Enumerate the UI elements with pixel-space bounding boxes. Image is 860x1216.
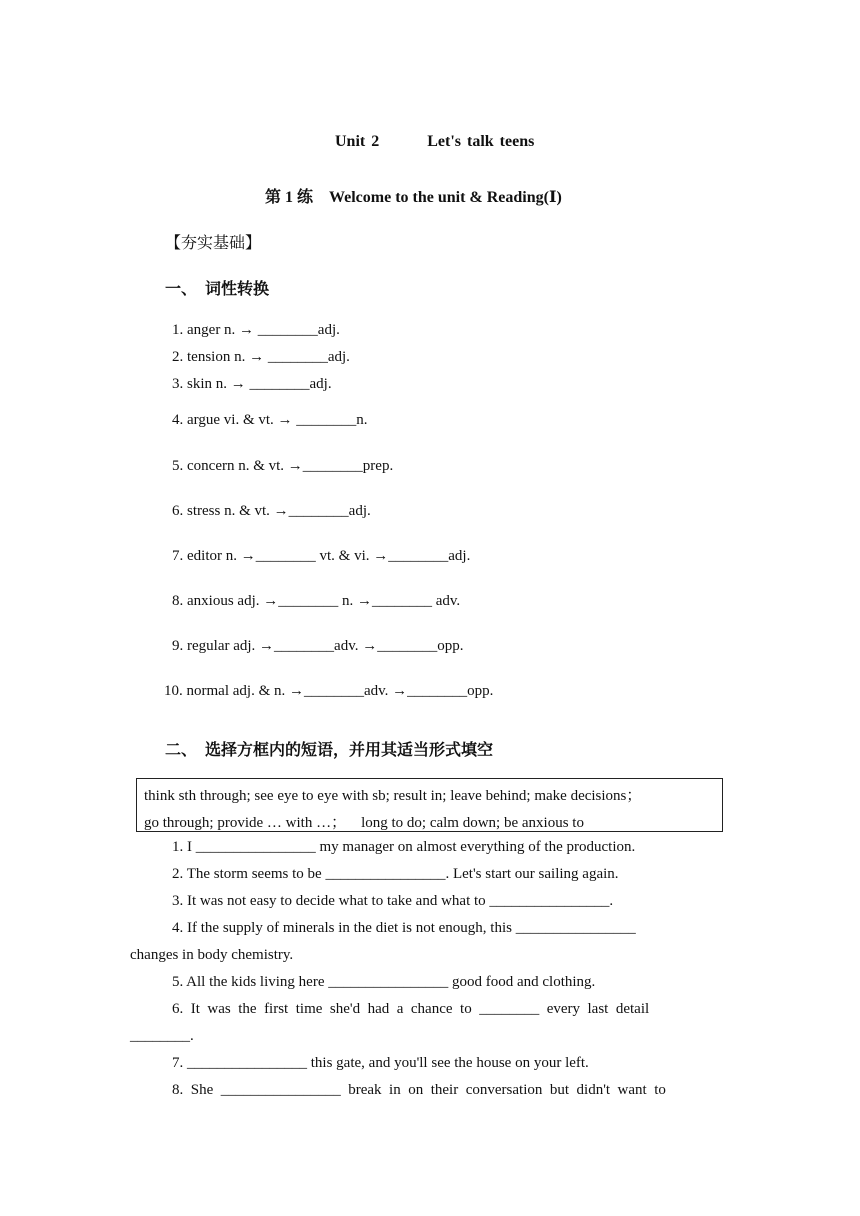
- phrase-box-line-1: think sth through; see eye to eye with sb; result in; leave behind; make decisions；: [144, 788, 642, 804]
- part2-question-6-cont: ________.: [130, 1028, 194, 1044]
- part1-item-3: 3. skin n. → ________adj.: [172, 376, 332, 392]
- part1-item-1: 1. anger n. → ________adj.: [172, 322, 340, 338]
- part2-question-6: 6. It was the first time she'd had a chance to ________ every last detail: [172, 1001, 650, 1017]
- phrase-box: [136, 778, 723, 832]
- section-basic-label: 【夯实基础】: [165, 235, 262, 252]
- part1-item-8: 8. anxious adj. →________ n. →________ adv.: [172, 593, 461, 609]
- phrase-box-line-2: go through; provide … with …； long to do; calm down; be anxious to: [144, 815, 584, 831]
- part2-question-8: 8. She ________________ break in on their conversation but didn't want to: [172, 1082, 666, 1098]
- part2-heading: 二、 选择方框内的短语，并用其适当形式填空: [165, 742, 494, 759]
- part2-question-7: 7. ________________ this gate, and you'll see the house on your left.: [172, 1055, 589, 1071]
- part1-item-6: 6. stress n. & vt. →________adj.: [172, 503, 371, 519]
- part2-question-4-cont: changes in body chemistry.: [130, 947, 294, 963]
- lesson-title: 第 1 练 Welcome to the unit & Reading(Ⅰ): [265, 189, 562, 206]
- part2-question-5: 5. All the kids living here ________________ good food and clothing.: [172, 974, 596, 990]
- part1-item-9: 9. regular adj. →________adv. →________opp.: [172, 638, 464, 654]
- part1-item-5: 5. concern n. & vt. →________prep.: [172, 458, 394, 474]
- part2-question-3: 3. It was not easy to decide what to take and what to ________________.: [172, 893, 614, 909]
- part1-item-4: 4. argue vi. & vt. → ________n.: [172, 412, 368, 428]
- part1-heading: 一、 词性转换: [165, 281, 270, 298]
- part1-item-7: 7. editor n. →________ vt. & vi. →________adj.: [172, 548, 471, 564]
- part2-question-4: 4. If the supply of minerals in the diet is not enough, this ________________: [172, 920, 636, 936]
- part1-item-10: 10. normal adj. & n. →________adv. →________opp.: [164, 683, 494, 699]
- unit-title: Unit 2 Let's talk teens: [335, 133, 535, 150]
- part2-question-2: 2. The storm seems to be ________________. Let's start our sailing again.: [172, 866, 619, 882]
- part2-question-1: 1. I ________________ my manager on almost everything of the production.: [172, 839, 636, 855]
- part1-item-2: 2. tension n. → ________adj.: [172, 349, 350, 365]
